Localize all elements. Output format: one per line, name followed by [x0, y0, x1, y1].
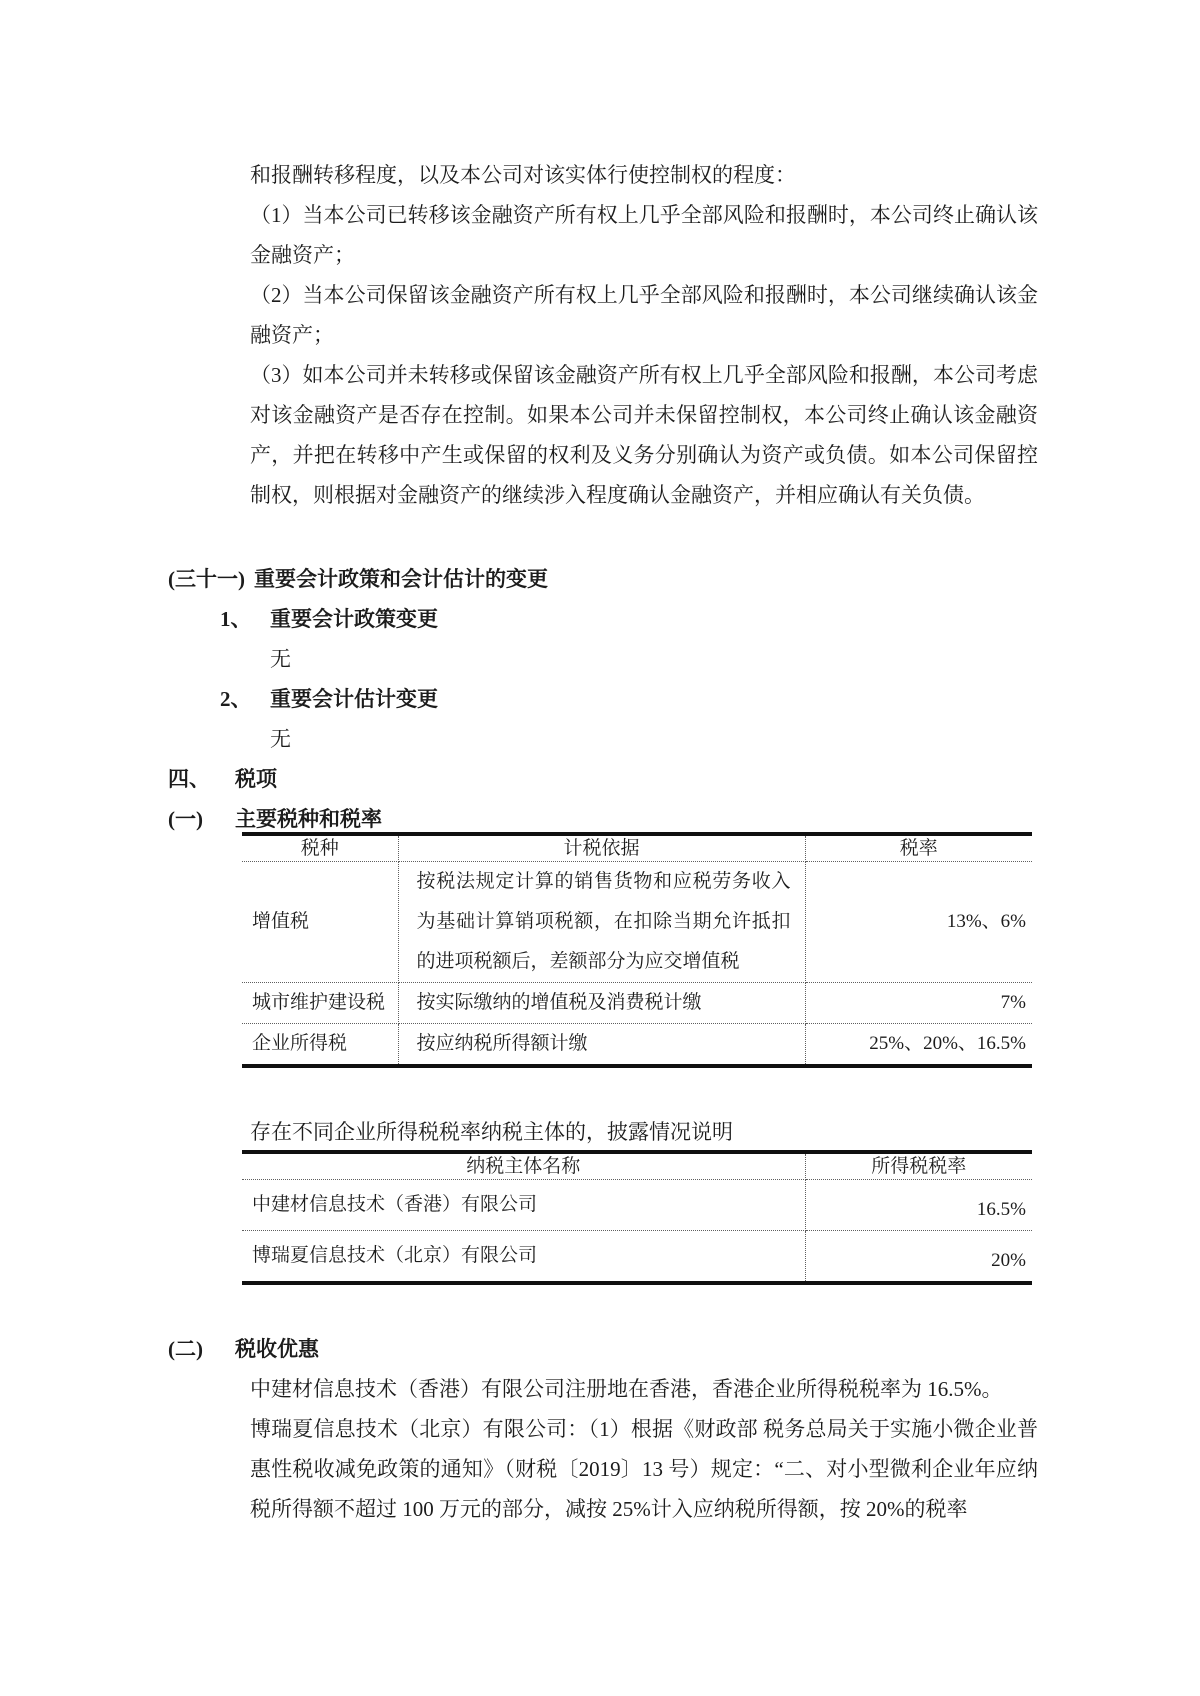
preferential-paragraph-1: 中建材信息技术（香港）有限公司注册地在香港，香港企业所得税税率为 16.5%。: [250, 1377, 1003, 1401]
tax-rate-table: [242, 832, 1032, 1068]
cell-entity-rate: 16.5%: [805, 1180, 1032, 1231]
subsection-1-content: 无: [270, 647, 291, 671]
preferential-paragraph-2: 博瑞夏信息技术（北京）有限公司：（1）根据《财政部 税务总局关于实施小微企业普惠性税收减免政策的通知》（财税〔2019〕13 号）规定：“二、对小型微利企业年应纳税所得额不超过 100 万元的部分，减按 25%计入应纳税所得额，按 20%的税率: [250, 1417, 1038, 1521]
subsection-2-content: 无: [270, 727, 291, 751]
subsection-2-heading: [220, 679, 1200, 719]
table-row: [242, 1180, 1032, 1231]
entity-table-header-rate: 所得税税率: [805, 1152, 1032, 1180]
subsection-1-number: 1、: [220, 607, 252, 631]
section-heading-4-2: [168, 1329, 1200, 1369]
tax-table-header-tax: 税种: [242, 834, 398, 862]
entity-tax-rate-table: [242, 1150, 1032, 1285]
cell-tax-rate: 13%、6%: [805, 862, 1032, 983]
table-row: [242, 983, 1032, 1024]
entity-table-header-row: [242, 1152, 1032, 1180]
cell-tax-basis: 按实际缴纳的增值税及消费税计缴: [398, 983, 805, 1024]
intro-item-2: （2）当本公司保留该金融资产所有权上几乎全部风险和报酬时，本公司继续确认该金融资产；: [250, 283, 1038, 347]
cell-tax-basis: 按税法规定计算的销售货物和应税劳务收入为基础计算销项税额，在扣除当期允许抵扣的进项税额后，差额部分为应交增值税: [398, 862, 805, 983]
tax-table-header-basis: 计税依据: [398, 834, 805, 862]
preferential-block: [250, 1369, 1038, 1529]
cell-tax-name: 企业所得税: [242, 1024, 398, 1067]
intro-lead: 和报酬转移程度，以及本公司对该实体行使控制权的程度：: [250, 163, 796, 187]
section-heading-31: [168, 559, 1200, 599]
subsection-1-title: 重要会计政策变更: [270, 607, 438, 631]
table-row: [242, 1231, 1032, 1284]
cell-entity-name: 博瑞夏信息技术（北京）有限公司: [242, 1231, 805, 1284]
cell-entity-rate: 20%: [991, 1250, 1026, 1271]
tax-table-header-rate: 税率: [805, 834, 1032, 862]
section-4-title: 税项: [235, 767, 277, 791]
cell-tax-rate: 25%、20%、16.5%: [869, 1033, 1026, 1054]
subsection-1-heading: [220, 599, 1200, 639]
section-4-label: 四、: [168, 767, 210, 791]
section-heading-4: [168, 759, 1200, 799]
subsection-2-title: 重要会计估计变更: [270, 687, 438, 711]
section-31-label: (三十一): [168, 567, 245, 591]
section-4-1-title: 主要税种和税率: [235, 807, 382, 831]
disclosure-note: 存在不同企业所得税税率纳税主体的，披露情况说明: [250, 1120, 733, 1144]
section-4-2-label: (二): [168, 1337, 203, 1361]
intro-item-1: （1）当本公司已转移该金融资产所有权上几乎全部风险和报酬时，本公司终止确认该金融资产；: [250, 203, 1038, 267]
section-4-2-title: 税收优惠: [235, 1337, 319, 1361]
cell-tax-basis: 按应纳税所得额计缴: [398, 1024, 805, 1067]
cell-entity-name: 中建材信息技术（香港）有限公司: [242, 1180, 805, 1231]
section-4-1-label: (一): [168, 807, 203, 831]
cell-tax-name: 增值税: [242, 862, 398, 983]
cell-tax-name: 城市维护建设税: [242, 983, 398, 1024]
section-31-title: 重要会计政策和会计估计的变更: [254, 567, 548, 591]
subsection-2-number: 2、: [220, 687, 252, 711]
intro-item-3: （3）如本公司并未转移或保留该金融资产所有权上几乎全部风险和报酬，本公司考虑对该金融资产是否存在控制。如果本公司并未保留控制权，本公司终止确认该金融资产，并把在转移中产生或保留的权利及义务分别确认为资产或负债。如本公司保留控制权，则根据对金融资产的继续涉入程度确认金融资产，并相应确认有关负债。: [250, 363, 1038, 507]
intro-block: [250, 155, 1038, 515]
entity-table-header-name: 纳税主体名称: [242, 1152, 805, 1180]
table-row: [242, 1024, 1032, 1067]
table-row: [242, 862, 1032, 983]
cell-tax-rate: 7%: [805, 983, 1032, 1024]
